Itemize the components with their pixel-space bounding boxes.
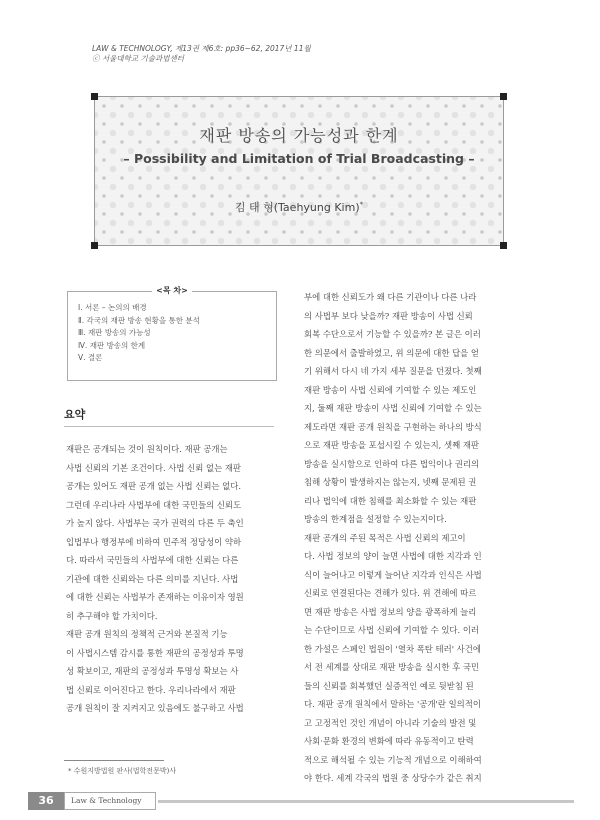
body-line: 식이 늘어나고 이렇게 늘어난 지각과 인식은 사법 <box>304 569 482 580</box>
body-line: 사회·문화 환경의 변화에 따라 유동적이고 탄력 <box>304 736 474 746</box>
toc-item: Ⅱ. 각국의 재판 방송 현황을 통한 분석 <box>78 315 200 325</box>
page-number: 36 <box>28 792 64 810</box>
author-footnote-mark: * <box>359 200 364 209</box>
footer-journal: Law & Technology <box>64 792 156 810</box>
footer-bar <box>158 800 574 803</box>
journal-header <box>92 44 311 64</box>
body-line: 가 높지 않다. 사법부는 국가 권력의 다른 두 축인 <box>66 518 244 528</box>
title-korean: 재판 방송의 가능성과 한계 <box>199 126 399 145</box>
citation-line: LAW & TECHNOLOGY, 제13권 제6호: pp36~62, 2017년 11월 <box>92 44 311 53</box>
body-line: 방송을 실시함으로 인하여 다른 법익이나 권리의 <box>304 458 480 469</box>
body-line: 에 대한 신뢰는 사법부가 존재하는 이유이자 영원 <box>66 592 244 602</box>
body-line: 재판 공개 원칙의 정책적 근거와 본질적 기능 <box>66 629 228 639</box>
abstract-divider <box>64 426 274 427</box>
body-line: 한 의문에서 출발하였고, 위 의문에 대한 답을 얻 <box>304 347 480 358</box>
body-line: 적으로 해석될 수 있는 기능적 개념으로 이해하여 <box>304 754 482 765</box>
abstract-left-column <box>66 440 276 718</box>
toc-item: Ⅲ. 재판 방송의 가능성 <box>78 328 151 337</box>
toc-item: Ⅴ. 결론 <box>78 353 103 362</box>
body-line: 한 가설은 스페인 법원이 '열차 폭탄 테러' 사건에 <box>304 643 481 654</box>
body-line: 리나 법익에 대한 침해를 최소화할 수 있는 재판 <box>304 495 477 506</box>
publisher-line: ⓒ 서울대학교 기술과법센터 <box>92 54 184 63</box>
body-line: 는 수단이므로 사법 신뢰에 기여할 수 있다. 이러 <box>304 625 480 635</box>
body-line: 재판 공개의 주된 목적은 사법 신뢰의 제고이 <box>304 532 466 543</box>
body-line: 의 사법부 보다 낮을까? 재판 방송이 사법 신뢰 <box>304 310 473 321</box>
body-line: 입법부나 행정부에 비하여 민주적 정당성이 약하 <box>66 536 242 547</box>
corner-mark <box>500 242 507 249</box>
body-line: 고 고정적인 것인 개념이 아니라 기술의 발전 및 <box>304 717 477 728</box>
body-line: 제도라면 재판 공개 원칙을 구현하는 하나의 방식 <box>304 421 482 432</box>
body-line: 공개는 있어도 재판 공개 없는 사법 신뢰는 없다. <box>66 481 242 491</box>
body-line: 사법 신뢰의 기본 조건이다. 사법 신뢰 없는 재판 <box>66 462 242 473</box>
corner-mark <box>91 242 98 249</box>
table-of-contents <box>67 286 277 381</box>
footnote-rule <box>64 760 164 761</box>
body-line: 부에 대한 신뢰도가 왜 다른 기관이나 다른 나라 <box>304 292 477 302</box>
body-line: 다. 따라서 국민들의 사법부에 대한 신뢰는 다른 <box>66 555 239 565</box>
title-english: – Possibility and Limitation of Trial Broadcasting – <box>123 151 475 166</box>
toc-list <box>68 292 276 365</box>
toc-item: Ⅳ. 재판 방송의 한계 <box>78 340 146 350</box>
body-line: 기 위해서 다시 네 가지 세부 질문을 던졌다. 첫째 <box>304 366 482 376</box>
body-line: 재판은 공개되는 것이 원칙이다. 재판 공개는 <box>66 444 228 454</box>
page-footer <box>28 790 574 812</box>
title-box <box>94 96 504 246</box>
body-line: 다. 재판 공개 원칙에서 말하는 '공개'란 일의적이 <box>304 699 481 709</box>
body-line: 으로 재판 방송을 포섭시킬 수 있는지, 셋째 재판 <box>304 440 480 450</box>
body-line: 지, 둘째 재판 방송이 사법 신뢰에 기여할 수 있는 <box>304 403 482 413</box>
body-line: 히 추구해야 할 가치이다. <box>66 610 158 621</box>
body-line: 재판 방송이 사법 신뢰에 기여할 수 있는 제도인 <box>304 384 477 395</box>
body-line: 신뢰로 연결된다는 견해가 있다. 위 견해에 따르 <box>304 588 477 598</box>
footnote: * 수원지방법원 판사(법학전문박)사 <box>68 767 177 775</box>
body-line: 그런데 우리나라 사법부에 대한 국민들의 신뢰도 <box>66 499 242 510</box>
toc-item: Ⅰ. 서론 – 논의의 배경 <box>78 303 147 312</box>
body-line: 방송의 한계점을 설정할 수 있는지이다. <box>304 514 447 524</box>
author-line <box>95 199 503 215</box>
body-line: 공개 원칙이 잘 지켜지고 있음에도 불구하고 사법 <box>66 703 244 713</box>
body-line: 들의 신뢰를 회복했던 실증적인 예로 뒷받침 된 <box>304 680 474 691</box>
body-line: 기관에 대한 신뢰와는 다른 의미를 지닌다. 사법 <box>66 573 239 584</box>
body-line: 법 신뢰로 이어진다고 한다. 우리나라에서 재판 <box>66 684 236 695</box>
body-line: 성 확보이고, 재판의 공정성과 투명성 확보는 사 <box>66 666 239 676</box>
corner-mark <box>500 93 507 100</box>
body-line: 다. 사법 정보의 양이 늘면 사법에 대한 지각과 인 <box>304 551 482 561</box>
toc-heading: <목 차> <box>68 285 276 296</box>
body-line: 회복 수단으로서 기능할 수 있을까? 본 글은 이러 <box>304 329 481 339</box>
author-name: 김 태 형(Taehyung Kim) <box>234 201 360 214</box>
body-line: 이 사법시스템 감시를 통한 재판의 공정성과 투명 <box>66 647 244 658</box>
body-line: 서 전 세계를 상대로 재판 방송을 실시한 후 국민 <box>304 662 480 672</box>
corner-mark <box>91 93 98 100</box>
body-line: 야 한다. 세계 각국의 법원 중 상당수가 같은 취지 <box>304 773 482 783</box>
abstract-right-column <box>304 288 516 788</box>
body-line: 침해 상황이 발생하지는 않는지, 넷째 문제된 권 <box>304 477 477 487</box>
abstract-heading: 요약 <box>64 408 86 421</box>
body-line: 면 재판 방송은 사법 정보의 양을 광폭하게 늘리 <box>304 606 477 617</box>
